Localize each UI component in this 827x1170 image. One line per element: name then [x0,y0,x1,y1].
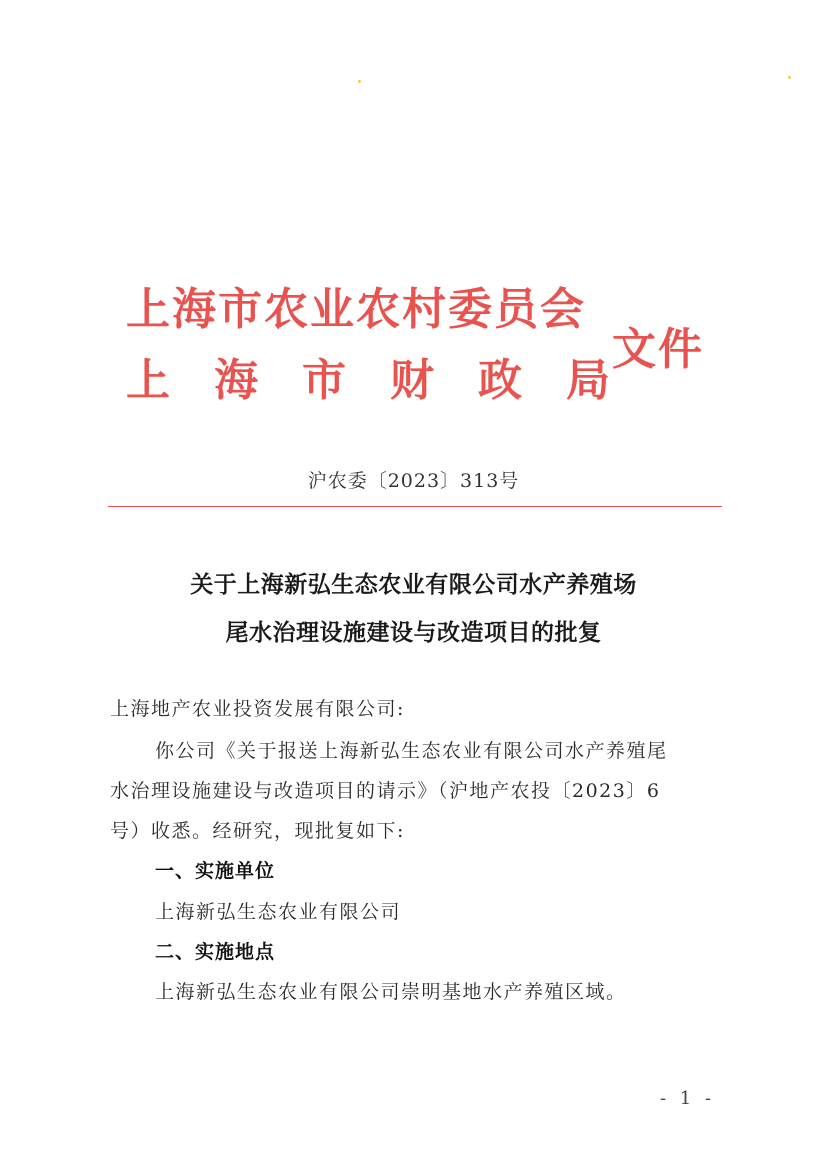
section-2-text: 上海新弘生态农业有限公司崇明基地水产养殖区域。 [155,981,627,1003]
section-1-text: 上海新弘生态农业有限公司 [155,901,402,923]
document-title-line-2: 尾水治理设施建设与改造项目的批复 [225,619,602,646]
scan-speck [788,76,791,79]
scan-speck [358,80,361,83]
paragraph-1-line-1: 你公司《关于报送上海新弘生态农业有限公司水产养殖尾 [155,740,668,762]
document-title-line-1: 关于上海新弘生态农业有限公司水产养殖场 [190,571,637,598]
section-1-heading: 一、实施单位 [155,860,276,882]
document-type: 文件 [612,324,704,375]
salutation: 上海地产农业投资发展有限公司: [110,698,405,720]
header-divider [108,506,722,507]
document-number: 沪农委〔2023〕313号 [307,470,520,492]
page-number: - 1 - [660,1088,716,1109]
paragraph-1-line-2: 水治理设施建设与改造项目的请示》（沪地产农投〔2023〕6 [110,780,661,802]
section-2-heading: 二、实施地点 [155,941,276,963]
issuer-line-2: 上海市财政局 [126,355,654,406]
issuer-line-1: 上海市农业农村委员会 [126,284,586,335]
paragraph-1-line-3: 号）收悉。经研究，现批复如下: [110,820,405,842]
